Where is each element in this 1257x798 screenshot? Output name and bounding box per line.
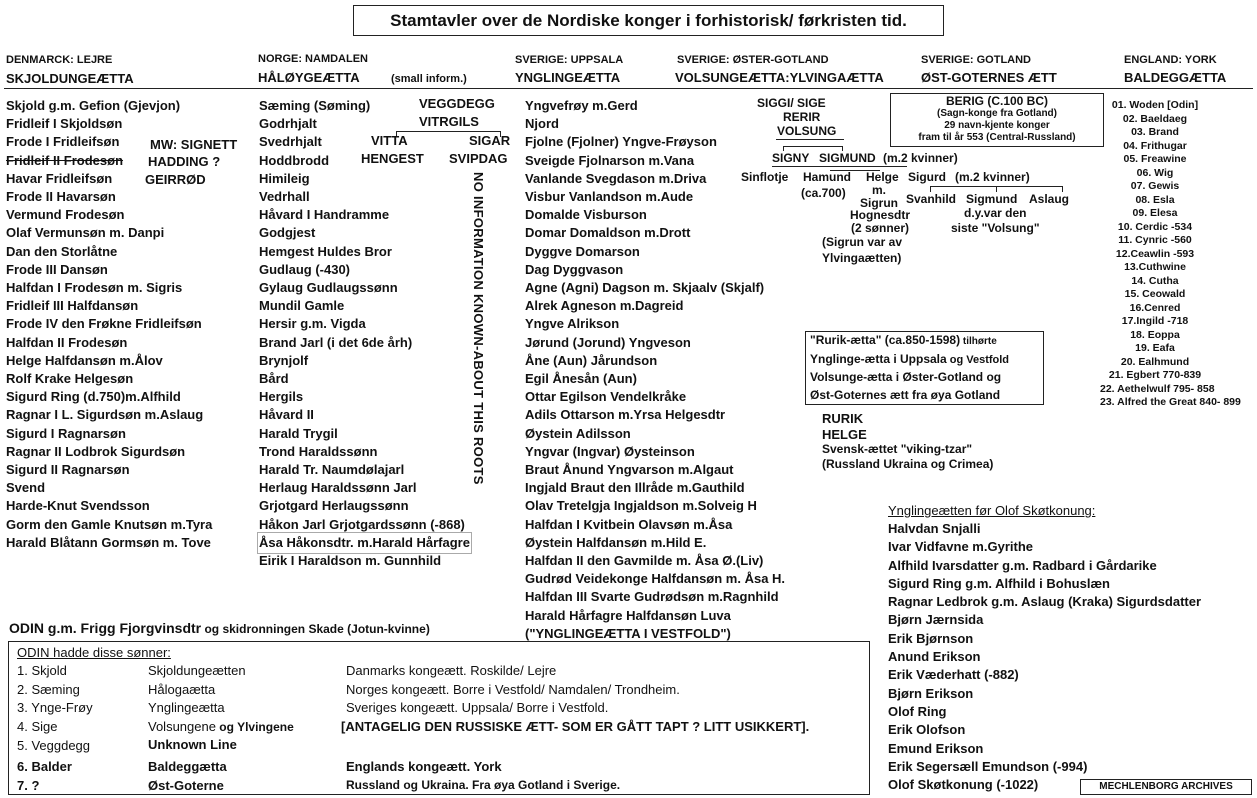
list-item: Halfdan I Frodesøn m. Sigris: [6, 280, 183, 296]
list-item: 23. Alfred the Great 840- 899: [1100, 396, 1241, 408]
list-item: Gylaug Gudlaugssønn: [259, 280, 398, 296]
list-item: Olaf Vermunsøn m. Danpi: [6, 225, 165, 241]
title-text: Stamtavler over de Nordiske konger i forhistorisk/ førkristen tid.: [390, 10, 907, 30]
list-item: Åne (Aun) Jårundson: [525, 352, 658, 368]
list-item: Håvard I Handramme: [259, 207, 390, 223]
list-item: Domar Domaldson m.Drott: [525, 225, 691, 241]
list-item: 01. Woden [Odin]: [1111, 99, 1199, 111]
list-item: 09. Elesa: [1132, 207, 1178, 219]
ynglinge-title: Ynglingeætten før Olof Skøtkonung:: [888, 503, 1096, 518]
rurik-note-line-2: Ynglinge-ætta i Uppsala: [810, 351, 947, 366]
son-number: 3. Ynge-Frøy: [17, 700, 93, 715]
sigmund2-label: Sigmund: [966, 192, 1018, 206]
list-item: Eirik I Haraldson m. Gunnhild: [259, 553, 442, 569]
header-house-denmark: SKJOLDUNGEÆTTA: [6, 71, 134, 86]
list-item: 20. Ealhmund: [1120, 355, 1190, 368]
list-item: Øystein Halfdansøn m.Hild E.: [525, 534, 707, 550]
list-item: Sigurd Ring (d.750)m.Alfhild: [6, 389, 181, 405]
list-item: Ragnar II Lodbrok Sigurdsøn: [6, 443, 186, 459]
list-item: 10. Cerdic -534: [1117, 220, 1193, 233]
list-item: Agne (Agni) Dagson m. Skjaalv (Skjalf): [525, 280, 765, 296]
rurik-note-line-1: "Rurik-ætta" (ca.850-1598): [810, 333, 961, 347]
list-item: Himileig: [259, 170, 310, 186]
son-line-a: Volsungene: [148, 719, 216, 734]
list-item: Skjold g.m. Gefion (Gjevjon): [6, 98, 181, 113]
list-item: Sigurd I Ragnarsøn: [6, 425, 126, 441]
list-item: Svend: [6, 480, 46, 496]
list-item: Harde-Knut Svendsson: [6, 498, 150, 514]
son-desc: Russland og Ukraina. Fra øya Gotland i Sverige.: [346, 778, 621, 792]
son-desc: Danmarks kongeætt. Roskilde/ Lejre: [346, 663, 557, 678]
son-line: Skjoldungeætten: [148, 663, 246, 678]
list-item: Jørund (Jorund) Yngveson: [525, 334, 691, 350]
list-item: Vanlande Svegdason m.Driva: [525, 170, 707, 186]
list-item: Gudrød Veidekonge Halfdansøn m. Åsa H.: [525, 571, 786, 587]
list-item: Harald Hårfagre Halfdansøn Luva: [525, 607, 731, 623]
list-item: Håkon Jarl Grjotgardssønn (-868): [259, 516, 465, 532]
sigurd-label: Sigurd: [908, 170, 946, 184]
list-item: Erik Væderhatt (-882): [888, 667, 1019, 683]
volsung-label: VOLSUNG: [777, 124, 837, 138]
list-item: Sæming (Søming): [259, 98, 371, 113]
list-item: Gudlaug (-430): [259, 261, 351, 277]
berig-line-3: 29 navn-kjente konger: [944, 120, 1050, 131]
viking-tzar-label: Svensk-ættet "viking-tzar": [822, 442, 973, 456]
list-item: Frode IV den Frøkne Fridleifsøn: [6, 316, 202, 332]
list-item: Fjolne (Fjolner) Yngve-Frøyson: [525, 134, 717, 150]
son-line: Baldeggætta: [148, 759, 227, 774]
header-region-norway: NORGE: NAMDALEN: [258, 53, 368, 65]
list-item: 14. Cutha: [1131, 274, 1179, 287]
aslaug-label: Aslaug: [1029, 192, 1070, 206]
list-item: 08. Esla: [1135, 193, 1175, 206]
dy-note-2: siste "Volsung": [951, 221, 1040, 235]
rurik-note-line-1b: tilhørte: [960, 336, 997, 347]
son-desc: Sveriges kongeætt. Uppsala/ Borre i Vestfold.: [346, 700, 609, 715]
list-item: 17.Ingild -718: [1121, 315, 1189, 327]
siggi-label: SIGGI/ SIGE: [757, 96, 826, 110]
berig-box: [890, 93, 1104, 147]
svanhild-label: Svanhild: [906, 192, 957, 206]
header-region-denmark: DENMARCK: LEJRE: [6, 54, 113, 66]
signy-sigmund-underline: [772, 166, 907, 167]
list-item: 19. Eafa: [1135, 342, 1175, 354]
son-line: [148, 719, 294, 734]
hamund-label: Hamund: [803, 170, 851, 184]
mw-signett-label: MW: SIGNETT: [150, 137, 238, 152]
list-item: Godrhjalt: [259, 116, 317, 132]
list-item: Vermund Frodesøn: [6, 207, 125, 223]
list-item: Mundil Gamle: [259, 298, 345, 314]
list-item: Åsa Håkonsdtr. m.Harald Hårfagre: [259, 534, 470, 552]
list-item: Rolf Krake Helgesøn: [6, 371, 134, 387]
sigurd-note: (m.2 kvinner): [955, 170, 1030, 184]
header-house-england: BALDEGGÆTTA: [1124, 70, 1227, 85]
list-item: Alrek Agneson m.Dagreid: [525, 298, 684, 314]
header-house-norway: HÅLØYGEÆTTA: [258, 70, 360, 85]
list-item: Harald Tr. Naumdølajarl: [259, 462, 405, 478]
list-item: 12.Ceawlin -593: [1115, 247, 1195, 260]
no-information-note: NO INFORMATION KNOWN-ABOUT THIS ROOTS: [471, 172, 486, 485]
vitta-label: VITTA: [371, 133, 408, 148]
sigar-label: SIGAR: [469, 133, 511, 148]
list-item: 22. Aethelwulf 795- 858: [1100, 382, 1215, 395]
list-item: Halvdan Snjalli: [888, 521, 981, 536]
list-item: 02. Baeldaeg: [1122, 112, 1188, 125]
list-item: Alfhild Ivarsdatter g.m. Radbard i Gårdarike: [888, 557, 1157, 573]
signy-label: SIGNY: [772, 151, 810, 165]
geirrod-label: GEIRRØD: [145, 172, 206, 187]
dy-note-1: d.y.var den: [964, 206, 1027, 220]
list-item: 16.Cenred: [1129, 301, 1181, 314]
list-item: Olof Skøtkonung (-1022): [888, 777, 1039, 793]
list-item: 15. Ceowald: [1124, 288, 1186, 300]
header-house-ostergotland: VOLSUNGEÆTTA:YLVINGAÆTTA: [675, 70, 884, 85]
list-item: Grjotgard Herlaugssønn: [259, 498, 409, 514]
list-item: Ragnar Ledbrok g.m. Aslaug (Kraka) Sigurdsdatter: [888, 594, 1202, 610]
rurik-note-line-2b: og Vestfold: [946, 353, 1010, 366]
list-item: Frode III Dansøn: [6, 261, 108, 277]
list-item: Svedrhjalt: [259, 134, 322, 150]
list-item: Harald Blåtann Gormsøn m. Tove: [6, 534, 211, 550]
son-line: Hålogaætta: [148, 682, 216, 697]
list-item: Domalde Visburson: [525, 207, 647, 223]
son-line: Øst-Goterne: [148, 778, 224, 793]
list-item: Øystein Adilsson: [525, 425, 631, 441]
archive-text: MECHLENBORG ARCHIVES: [1099, 781, 1233, 792]
list-item: Braut Ånund Yngvarson m.Algaut: [525, 462, 734, 478]
list-item: Håvard II: [259, 407, 314, 423]
list-item: Hoddbrodd: [259, 152, 330, 168]
list-item: Hergils: [259, 389, 304, 405]
list-item: Anund Erikson: [888, 649, 981, 665]
helge-label: Helge: [866, 170, 899, 184]
list-item: 07. Gewis: [1130, 180, 1180, 192]
list-item: 18. Eoppa: [1130, 328, 1180, 341]
russland-label: (Russland Ukraina og Crimea): [822, 457, 994, 471]
list-item: Ivar Vidfavne m.Gyrithe: [888, 539, 1033, 555]
son-number: 5. Veggdegg: [17, 738, 91, 753]
list-item: Sveigde Fjolnarson m.Vana: [525, 152, 695, 168]
sonner-label: (2 sønner): [851, 221, 910, 235]
list-item: Sigurd Ring g.m. Alfhild i Bohuslæn: [888, 575, 1110, 591]
berig-line-4: fram til år 553 (Central-Russland): [918, 132, 1076, 143]
sons-title: ODIN hadde disse sønner:: [17, 645, 171, 660]
list-item: 21. Egbert 770-839: [1108, 369, 1202, 381]
list-item: Visbur Vanlandson m.Aude: [525, 189, 694, 205]
list-item: ("YNGLINGEÆTTA I VESTFOLD"): [525, 625, 731, 641]
son-line: Unknown Line: [148, 737, 237, 752]
header-divider: [4, 88, 1253, 89]
header-region-ostergotland: SVERIGE: ØSTER-GOTLAND: [677, 54, 829, 66]
son-desc: [ANTAGELIG DEN RUSSISKE ÆTT- SOM ER GÅTT TAPT ? LITT USIKKERT].: [341, 719, 810, 734]
list-item: Dyggve Domarson: [525, 243, 640, 259]
list-item: Ragnar I L. Sigurdsøn m.Aslaug: [6, 407, 204, 423]
header-house-uppsala: YNGLINGEÆTTA: [515, 70, 621, 85]
list-item: Halfdan I Kvitbein Olavsøn m.Åsa: [525, 516, 733, 532]
list-item: 11. Cynric -560: [1118, 234, 1192, 246]
list-item: Fridleif II Frodesøn: [6, 152, 124, 168]
son-number: 2. Sæming: [17, 682, 80, 697]
rurik-note-line-4: Øst-Goternes ætt fra øya Gotland: [810, 387, 1001, 402]
list-item: 06. Wig: [1136, 166, 1174, 179]
list-item: Dag Dyggvason: [525, 261, 624, 277]
sigrun-note-2: Ylvingaætten): [822, 251, 902, 265]
helge-rurik-label: HELGE: [822, 427, 867, 442]
rurik-label: RURIK: [822, 411, 864, 426]
list-item: Sigurd II Ragnarsøn: [6, 462, 130, 478]
list-item: Hemgest Huldes Bror: [259, 243, 392, 259]
list-item: Bjørn Erikson: [888, 685, 974, 701]
list-item: Halfdan III Svarte Gudrødsøn m.Ragnhild: [525, 589, 779, 605]
list-item: Gorm den Gamle Knutsøn m.Tyra: [6, 516, 213, 532]
veggdegg-label: VEGGDEGG: [419, 96, 495, 111]
list-item: Emund Erikson: [888, 740, 984, 756]
list-item: Yngve Alrikson: [525, 316, 620, 332]
england-list: [1100, 99, 1241, 410]
list-item: Herlaug Haraldssønn Jarl: [259, 480, 417, 496]
son-number: 1. Skjold: [17, 663, 67, 678]
header-region-england: ENGLAND: YORK: [1124, 54, 1217, 66]
vitrgils-label: VITRGILS: [419, 114, 479, 129]
list-item: Ottar Egilson Vendelkråke: [525, 389, 687, 405]
hengest-label: HENGEST: [361, 151, 424, 166]
list-item: 03. Brand: [1131, 126, 1179, 138]
sigmund-label: SIGMUND: [819, 151, 876, 165]
sigrun-note-1: (Sigrun var av: [822, 235, 903, 249]
vitrgils-branch-line: [396, 131, 501, 132]
son-number: 6. Balder: [17, 759, 72, 774]
list-item: 04. Frithugar: [1123, 139, 1187, 152]
son-number: 7. ?: [17, 778, 40, 793]
odin-name: ODIN g.m. Frigg Fjorgvinsdtr: [9, 620, 202, 636]
odin-line: [9, 620, 430, 638]
list-item: Fridleif I Skjoldsøn: [6, 116, 123, 132]
rurik-note-box: [805, 331, 1044, 405]
list-item: Brand Jarl (i det 6de årh): [259, 334, 413, 350]
list-item: Erik Bjørnson: [888, 630, 974, 646]
sigrun-label: Sigrun: [860, 196, 898, 210]
rurik-note-line-3: Volsunge-ætta i Øster-Gotland og: [810, 370, 1002, 384]
son-line-b: og Ylvingene: [215, 720, 294, 734]
berig-title: BERIG (C.100 BC): [945, 94, 1049, 108]
list-item: Adils Ottarson m.Yrsa Helgesdtr: [525, 407, 726, 423]
list-item: Harald Trygil: [259, 425, 338, 441]
header-region-uppsala: SVERIGE: UPPSALA: [515, 54, 624, 66]
list-item: Egil Ånesån (Aun): [525, 371, 637, 387]
volsung-underline: [776, 139, 844, 140]
list-item: Frode I Fridleifsøn: [6, 134, 120, 150]
list-item: Vedrhall: [259, 189, 310, 205]
son-desc: Englands kongeætt. York: [346, 759, 502, 774]
list-item: Erik Olofson: [888, 722, 966, 738]
list-item: Hersir g.m. Vigda: [259, 316, 366, 332]
berig-line-2: (Sagn-konge fra Gotland): [937, 108, 1057, 119]
volsung-branch-line: [783, 146, 843, 147]
list-item: Trond Haraldssønn: [259, 443, 378, 459]
list-item: Dan den Storlåtne: [6, 243, 118, 259]
list-item: Halfdan II Frodesøn: [6, 334, 128, 350]
sinflotje-label: Sinflotje: [741, 170, 789, 184]
list-item: Brynjolf: [259, 352, 309, 368]
list-item: Yngvefrøy m.Gerd: [525, 98, 638, 113]
hadding-label: HADDING ?: [148, 154, 221, 169]
son-desc: Norges kongeætt. Borre i Vestfold/ Namdalen/ Trondheim.: [346, 682, 680, 697]
sigmund-note: (m.2 kvinner): [883, 151, 958, 165]
son-line: Ynglingeætta: [148, 700, 225, 715]
helge-m-label: m.: [872, 183, 887, 197]
list-item: Godgjest: [259, 225, 316, 241]
list-item: Bård: [259, 371, 289, 387]
list-item: Erik Segersæll Emundson (-994): [888, 758, 1088, 774]
hamund-date: (ca.700): [801, 186, 846, 200]
list-item: 05. Freawine: [1123, 153, 1187, 165]
list-item: Bjørn Jærnsida: [888, 612, 984, 628]
son-number: 4. Sige: [17, 719, 58, 734]
list-item: Yngvar (Ingvar) Øysteinson: [525, 443, 695, 459]
hognesdtr-label: Hognesdtr: [850, 208, 910, 222]
list-item: Olof Ring: [888, 703, 947, 719]
ynglinge-list: [888, 520, 1201, 794]
list-item: Ingjald Braut den Illråde m.Gauthild: [525, 480, 745, 496]
archive-stamp: [1080, 779, 1252, 795]
odin-note: og skidronningen Skade (Jotun-kvinne): [201, 622, 430, 636]
list-item: Frode II Havarsøn: [6, 189, 116, 205]
list-item: 13.Cuthwine: [1124, 261, 1186, 273]
header-note-norway: (small inform.): [391, 73, 467, 85]
header-house-gotland: ØST-GOTERNES ÆTT: [921, 70, 1057, 85]
list-item: Olav Tretelgja Ingjaldson m.Solveig H: [525, 498, 757, 514]
header-region-gotland: SVERIGE: GOTLAND: [921, 54, 1032, 66]
list-item: Havar Fridleifsøn: [6, 170, 113, 186]
list-item: Fridleif III Halfdansøn: [6, 298, 139, 314]
page-title: [353, 5, 944, 36]
list-item: Njord: [525, 116, 559, 132]
norway-list: [259, 97, 470, 570]
list-item: Helge Halfdansøn m.Ålov: [6, 352, 163, 368]
list-item: Halfdan II den Gavmilde m. Åsa Ø.(Liv): [525, 553, 764, 569]
rerir-label: RERIR: [783, 110, 821, 124]
svipdag-label: SVIPDAG: [449, 151, 508, 166]
